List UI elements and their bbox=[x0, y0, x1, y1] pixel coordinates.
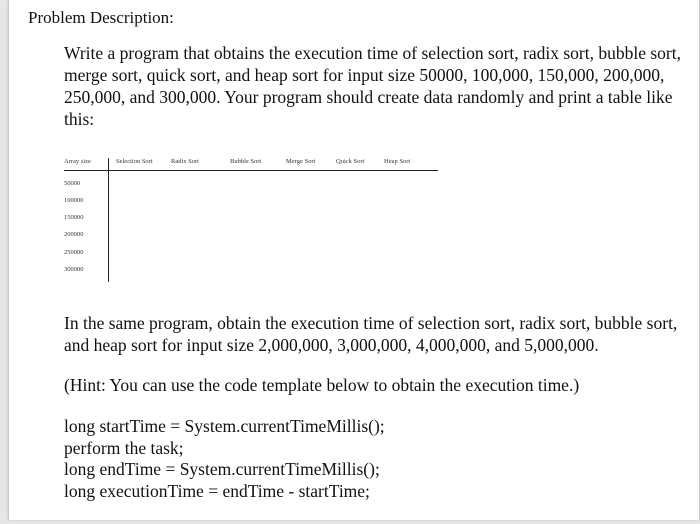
second-paragraph: In the same program, obtain the execution time of selection sort, radix sort, bubble sort, and heap sort for input size 2,000,000, 3,000,000, 4,000,000, and 5,000,000. bbox=[64, 313, 678, 355]
table-header-divider bbox=[64, 170, 438, 171]
intro-paragraph: Write a program that obtains the execution time of selection sort, radix sort, bubble sort, merge sort, quick sort, and heap sort for input size 50000, 100,000, 150,000, 200,000, 250,000, and 300,000. Your program should create data randomly and print a table like this: bbox=[64, 43, 681, 129]
code-template bbox=[64, 416, 385, 502]
hint-paragraph: (Hint: You can use the code template below to obtain the execution time.) bbox=[64, 375, 580, 395]
table-row-label: 50000 bbox=[64, 180, 81, 187]
problem-heading: Problem Description: bbox=[28, 8, 174, 27]
code-line: long executionTime = endTime - startTime; bbox=[64, 480, 370, 501]
document-page bbox=[8, 0, 700, 520]
table-row-label: 300000 bbox=[64, 266, 84, 273]
table-header-selection-sort: Selection Sort bbox=[116, 158, 153, 165]
table-header-heap-sort: Heap Sort bbox=[384, 158, 411, 165]
code-line: perform the task; bbox=[64, 437, 184, 458]
code-line: long startTime = System.currentTimeMillis(); bbox=[64, 416, 385, 436]
code-line: long endTime = System.currentTimeMillis(); bbox=[64, 459, 380, 479]
table-header-bubble-sort: Bubble Sort bbox=[230, 158, 262, 165]
table-column-divider bbox=[108, 158, 109, 282]
table-header-array-size: Array size bbox=[64, 158, 91, 165]
table-header-merge-sort: Merge Sort bbox=[286, 158, 316, 165]
table-row-label: 100000 bbox=[64, 197, 84, 204]
table-row-label: 250000 bbox=[64, 249, 84, 256]
sample-table bbox=[64, 158, 444, 286]
table-row-label: 200000 bbox=[64, 231, 84, 238]
table-header-radix-sort: Radix Sort bbox=[171, 158, 199, 165]
table-row-label: 150000 bbox=[64, 214, 84, 221]
table-header-quick-sort: Quick Sort bbox=[336, 158, 365, 165]
